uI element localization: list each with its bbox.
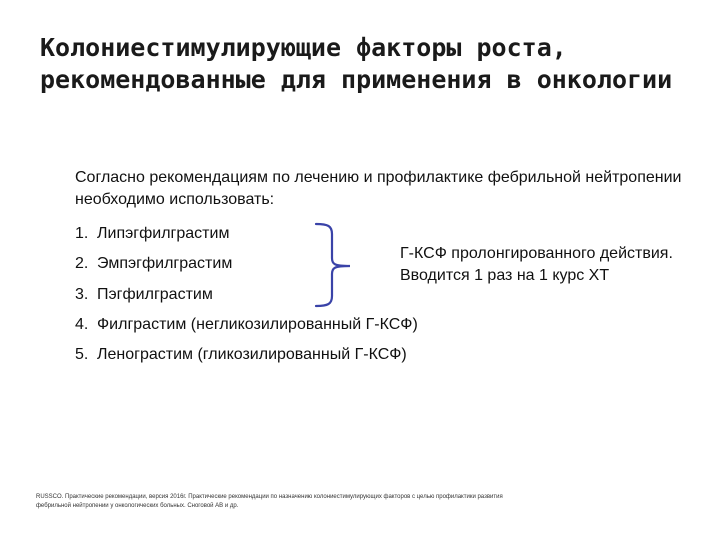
list-item (75, 315, 418, 335)
list-item-label: Филграстим (негликозилированный Г-КСФ) (97, 316, 418, 333)
list-item-number: 4. (75, 316, 89, 333)
list-item-label: Пэгфилграстим (97, 286, 213, 303)
note-line: Вводится 1 раз на 1 курс ХТ (400, 267, 610, 284)
prolonged-action-note (400, 243, 673, 287)
list-item-number: 1. (75, 225, 89, 242)
list-item-label: Эмпэгфилграстим (97, 255, 233, 272)
list-item-number: 5. (75, 346, 89, 363)
slide-title: Колониестимулирующие факторы роста, рекомендованные для применения в онкологии (40, 33, 673, 94)
list-item-number: 3. (75, 286, 89, 303)
bracket-icon (310, 222, 360, 308)
list-item (75, 254, 232, 274)
list-item-number: 2. (75, 255, 89, 272)
intro-text: Согласно рекомендациям по лечению и профилактике фебрильной нейтропении необходимо использовать: (75, 169, 682, 208)
note-line: Г-КСФ пролонгированного действия. (400, 245, 673, 262)
source-footnote: RUSSCO. Практические рекомендации, версия 2016г. Практические рекомендации по назначению колониестимулирующих факторов с целью профилактики развития фебрильной нейтропении у онкологических больных. Сноговой АВ и др. (36, 494, 503, 509)
list-item-label: Ленограстим (гликозилированный Г-КСФ) (97, 346, 407, 363)
list-item-label: Липэгфилграстим (97, 225, 230, 242)
list-item (75, 345, 407, 365)
list-item (75, 224, 229, 244)
list-item (75, 285, 213, 305)
